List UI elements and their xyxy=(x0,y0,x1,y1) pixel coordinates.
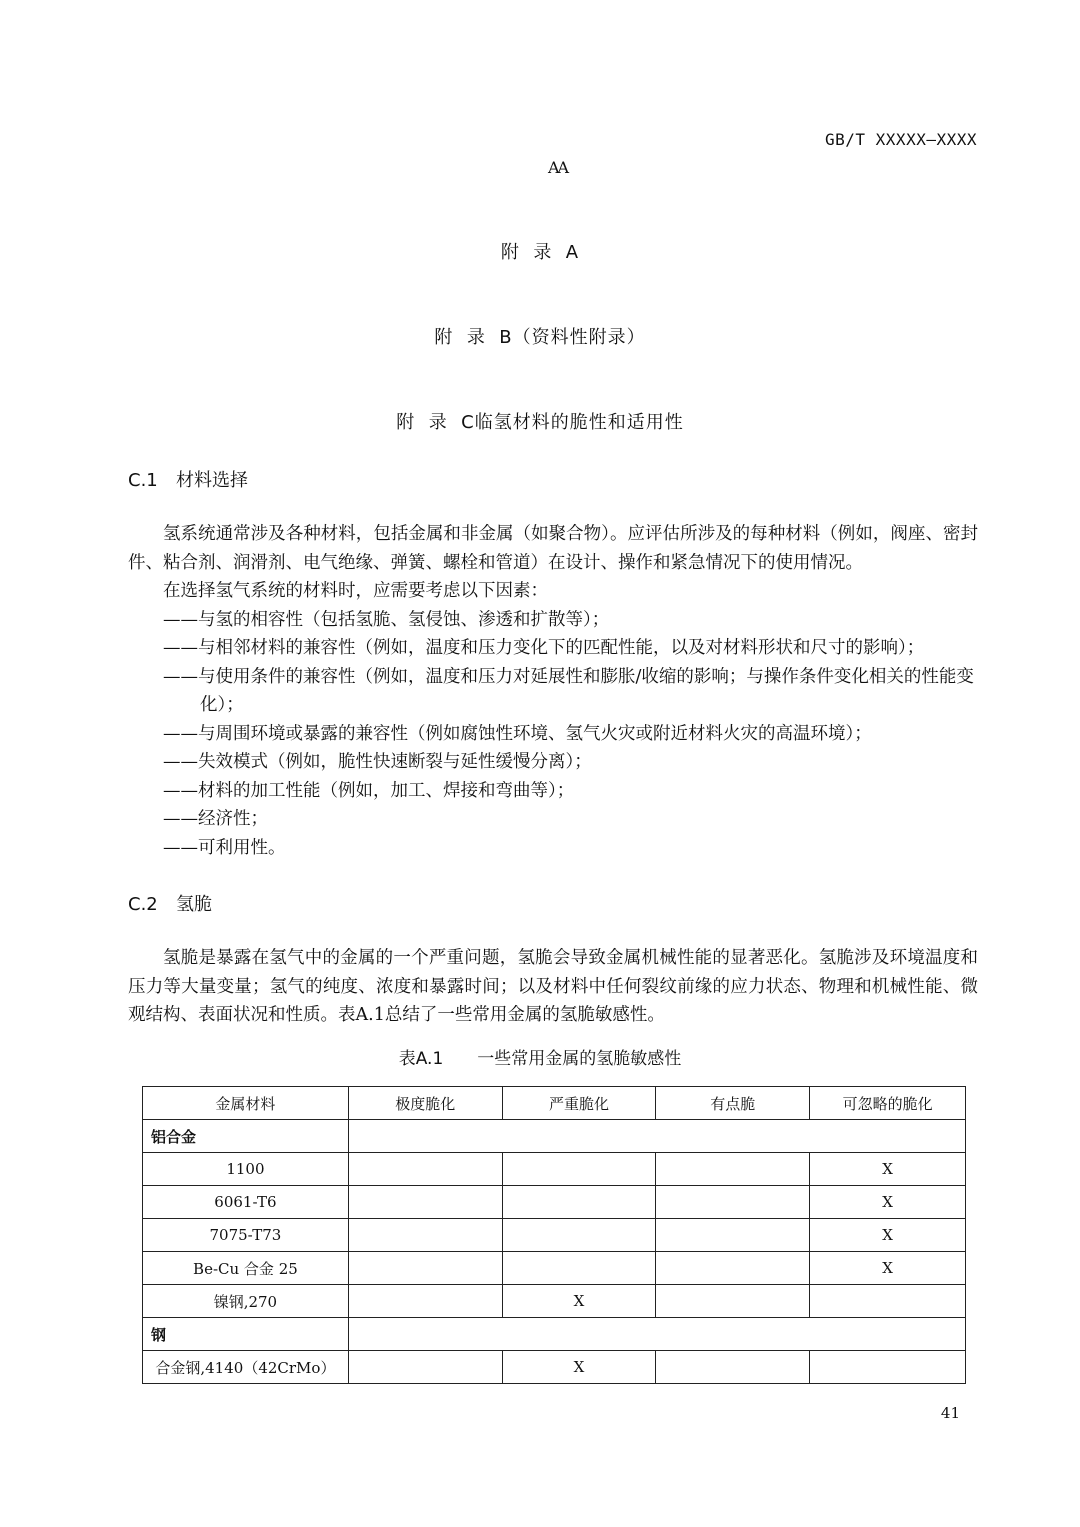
table-row xyxy=(143,1285,966,1318)
standard-code: GB/T XXXXX—XXXX xyxy=(825,130,977,149)
section-c2-title: 氢脆 xyxy=(176,894,212,915)
table-cell: X xyxy=(502,1285,656,1318)
table-cell xyxy=(348,1252,502,1285)
table-cell xyxy=(502,1186,656,1219)
table-cell: 镍钢,270 xyxy=(143,1285,349,1318)
header-material: 金属材料 xyxy=(143,1087,349,1120)
header-slight: 有点脆 xyxy=(656,1087,810,1120)
header-negligible: 可忽略的脆化 xyxy=(810,1087,966,1120)
table-cell: X xyxy=(502,1351,656,1384)
table-cell: X xyxy=(810,1186,966,1219)
table-row xyxy=(143,1252,966,1285)
group-label: 铝合金 xyxy=(143,1120,349,1153)
group-label: 钢 xyxy=(143,1318,349,1351)
appendix-b-heading: 附 录 B（资料性附录） xyxy=(434,327,646,348)
table-row xyxy=(143,1219,966,1252)
table-cell xyxy=(348,1186,502,1219)
table-cell xyxy=(348,1285,502,1318)
factor-list-intro: 在选择氢气系统的材料时，应需要考虑以下因素： xyxy=(163,581,548,601)
table-cell xyxy=(348,1120,965,1153)
page-number: 41 xyxy=(940,1404,960,1422)
section-c1-title: 材料选择 xyxy=(176,470,248,491)
list-item: ——与周围环境或暴露的兼容性（例如腐蚀性环境、氢气火灾或附近材料火灾的高温环境）； xyxy=(163,723,872,744)
section-c1-heading xyxy=(128,466,248,492)
appendix-a-heading: 附 录 A xyxy=(500,242,580,263)
table-cell: 合金钢,4140（42CrMo） xyxy=(143,1351,349,1384)
list-item: ——经济性； xyxy=(163,809,268,829)
table-cell xyxy=(656,1186,810,1219)
table-cell xyxy=(656,1252,810,1285)
list-item: ——与氢的相容性（包括氢脆、氢侵蚀、渗透和扩散等）； xyxy=(163,609,610,630)
factor-list xyxy=(128,577,978,862)
table-row xyxy=(143,1351,966,1384)
table-group-row xyxy=(143,1318,966,1351)
table-cell: X xyxy=(810,1252,966,1285)
embrittlement-table xyxy=(142,1086,966,1384)
table-cell xyxy=(348,1318,965,1351)
table-cell xyxy=(348,1153,502,1186)
table-title: 表A.1 一些常用金属的氢脆敏感性 xyxy=(398,1049,682,1069)
list-item: ——失效模式（例如，脆性快速断裂与延性缓慢分离）； xyxy=(163,752,592,772)
section-c1-paragraph: 氢系统通常涉及各种材料，包括金属和非金属（如聚合物）。应评估所涉及的每种材料（例如，阀座、密封件、粘合剂、润滑剂、电气绝缘、弹簧、螺栓和管道）在设计、操作和紧急情况下的使用情况。 xyxy=(128,524,978,573)
table-cell: 1100 xyxy=(143,1153,349,1186)
table-cell xyxy=(810,1351,966,1384)
list-item: ——可利用性。 xyxy=(163,837,286,858)
list-item: ——材料的加工性能（例如，加工、焊接和弯曲等）； xyxy=(163,780,575,801)
table-cell xyxy=(656,1219,810,1252)
table-row xyxy=(143,1186,966,1219)
table-cell xyxy=(810,1285,966,1318)
header-severe: 严重脆化 xyxy=(502,1087,656,1120)
section-c1-number: C.1 xyxy=(128,470,158,491)
table-group-row xyxy=(143,1120,966,1153)
list-item: ——与相邻材料的兼容性（例如，温度和压力变化下的匹配性能，以及对材料形状和尺寸的影响）； xyxy=(163,638,925,658)
table-header-row xyxy=(143,1087,966,1120)
table-cell xyxy=(502,1252,656,1285)
table-cell: 6061-T6 xyxy=(143,1186,349,1219)
table-cell: X xyxy=(810,1153,966,1186)
section-c2-paragraph: 氢脆是暴露在氢气中的金属的一个严重问题，氢脆会导致金属机械性能的显著恶化。氢脆涉及环境温度和压力等大量变量；氢气的纯度、浓度和暴露时间；以及材料中任何裂纹前缘的应力状态、物理和机械性能、微观结构、表面状况和性质。表A.1总结了一些常用金属的氢脆敏感性。 xyxy=(128,948,978,1025)
table-cell xyxy=(656,1351,810,1384)
table-cell xyxy=(348,1351,502,1384)
header-mark: AA xyxy=(548,158,568,177)
table-cell: 7075-T73 xyxy=(143,1219,349,1252)
table-cell xyxy=(348,1219,502,1252)
section-c2-heading xyxy=(128,890,212,916)
table-cell xyxy=(656,1285,810,1318)
list-item: ——与使用条件的兼容性（例如，温度和压力对延展性和膨胀/收缩的影响；与操作条件变化相关的性能变化）； xyxy=(163,666,974,715)
table-cell xyxy=(656,1153,810,1186)
table-cell xyxy=(502,1219,656,1252)
appendix-c-heading: 附 录 C临氢材料的脆性和适用性 xyxy=(396,412,684,433)
header-extreme: 极度脆化 xyxy=(348,1087,502,1120)
table-cell: Be-Cu 合金 25 xyxy=(143,1252,349,1285)
table-cell: X xyxy=(810,1219,966,1252)
table-row xyxy=(143,1153,966,1186)
section-c2-number: C.2 xyxy=(128,894,158,915)
table-cell xyxy=(502,1153,656,1186)
